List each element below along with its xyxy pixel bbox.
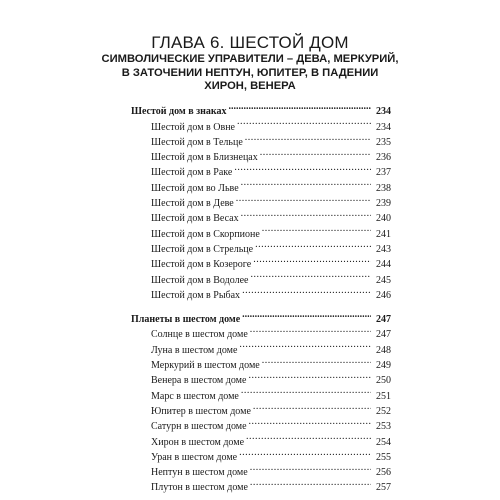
toc-page-number: 257	[376, 482, 391, 494]
toc-page-number: 237	[376, 167, 391, 179]
toc-page-number: 238	[376, 182, 391, 194]
toc-page-number: 239	[376, 198, 391, 210]
toc-label: Планеты в шестом доме	[131, 314, 241, 326]
toc-page-number: 254	[376, 436, 391, 448]
dot-leader	[239, 337, 371, 352]
toc-page-number: 253	[376, 421, 391, 433]
toc-section-heading[interactable]	[131, 307, 391, 326]
dot-leader	[249, 414, 371, 429]
toc-page-number: 252	[376, 405, 391, 417]
toc-label: Шестой дом в Близнецах	[151, 152, 258, 164]
dot-leader	[236, 191, 371, 206]
subtitle-line: СИМВОЛИЧЕСКИЕ УПРАВИТЕЛИ – ДЕВА, МЕРКУРИЙ,	[101, 53, 399, 65]
dot-leader	[246, 429, 371, 444]
toc-page-number: 234	[376, 106, 391, 118]
dot-leader	[250, 322, 371, 337]
toc-label: Шестой дом в Тельце	[151, 136, 243, 148]
dot-leader	[253, 252, 371, 267]
toc-label: Меркурий в шестом доме	[151, 360, 260, 372]
toc-label: Хирон в шестом доме	[151, 436, 245, 448]
toc-label: Шестой дом в Раке	[151, 167, 233, 179]
toc-section-heading[interactable]	[131, 99, 391, 118]
toc-page-number: 240	[376, 213, 391, 225]
dot-leader	[253, 399, 371, 414]
toc-page-number: 255	[376, 451, 391, 463]
dot-leader	[260, 145, 371, 160]
subtitle-line: ХИРОН, ВЕНЕРА	[204, 80, 296, 92]
subtitle-line: В ЗАТОЧЕНИИ НЕПТУН, ЮПИТЕР, В ПАДЕНИИ	[121, 66, 379, 79]
toc-label: Шестой дом в знаках	[131, 106, 227, 118]
dot-leader	[229, 99, 372, 114]
toc-label: Нептун в шестом доме	[151, 467, 248, 479]
dot-leader	[255, 237, 371, 252]
toc-label: Шестой дом в Рыбах	[151, 289, 241, 301]
dot-leader	[242, 307, 371, 322]
chapter-subtitle	[90, 53, 410, 94]
toc-label: Шестой дом в Овне	[151, 121, 235, 133]
toc-label: Шестой дом в Водолее	[151, 274, 249, 286]
toc-label: Шестой дом в Козероге	[151, 259, 252, 271]
dot-leader	[241, 206, 371, 221]
toc-page-number: 246	[376, 289, 391, 301]
toc-page-number: 248	[376, 344, 391, 356]
toc-page-number: 245	[376, 274, 391, 286]
dot-leader	[250, 475, 371, 490]
toc-label: Юпитер в шестом доме	[151, 405, 251, 417]
toc-page-number: 235	[376, 136, 391, 148]
toc-page-number: 247	[376, 314, 391, 326]
toc-label: Марс в шестом доме	[151, 390, 239, 402]
dot-leader	[245, 130, 371, 145]
toc-label: Сатурн в шестом доме	[151, 421, 247, 433]
dot-leader	[250, 460, 371, 475]
toc-page-number: 234	[376, 121, 391, 133]
toc-label: Венера в шестом доме	[151, 375, 247, 387]
toc-page-number: 241	[376, 228, 391, 240]
dot-leader	[237, 114, 371, 129]
toc-label: Плутон в шестом доме	[151, 482, 248, 494]
toc-page-number: 256	[376, 467, 391, 479]
toc-page-number: 251	[376, 390, 391, 402]
dot-leader	[234, 160, 371, 175]
toc-label: Шестой дом в Весах	[151, 213, 239, 225]
toc-page-number: 247	[376, 329, 391, 341]
toc-label: Солнце в шестом доме	[151, 329, 248, 341]
toc-label: Шестой дом в Стрельце	[151, 243, 254, 255]
dot-leader	[248, 368, 371, 383]
dot-leader	[239, 445, 371, 460]
toc-page-number: 249	[376, 360, 391, 372]
dot-leader	[262, 353, 371, 368]
toc-label: Шестой дом в Деве	[151, 198, 234, 210]
toc-page-number: 250	[376, 375, 391, 387]
toc-label: Шестой дом в Скорпионе	[151, 228, 260, 240]
dot-leader	[241, 383, 371, 398]
chapter-title: ГЛАВА 6. ШЕСТОЙ ДОМ	[151, 33, 349, 52]
dot-leader	[242, 283, 371, 298]
toc-label: Луна в шестом доме	[151, 344, 238, 356]
toc-label: Шестой дом во Льве	[151, 182, 239, 194]
dot-leader	[250, 267, 371, 282]
toc-label: Уран в шестом доме	[151, 451, 238, 463]
toc-page-number: 244	[376, 259, 391, 271]
dot-leader	[241, 175, 371, 190]
toc-page-number: 243	[376, 243, 391, 255]
dot-leader	[262, 221, 371, 236]
table-of-contents	[131, 99, 391, 494]
toc-page-number: 236	[376, 152, 391, 164]
